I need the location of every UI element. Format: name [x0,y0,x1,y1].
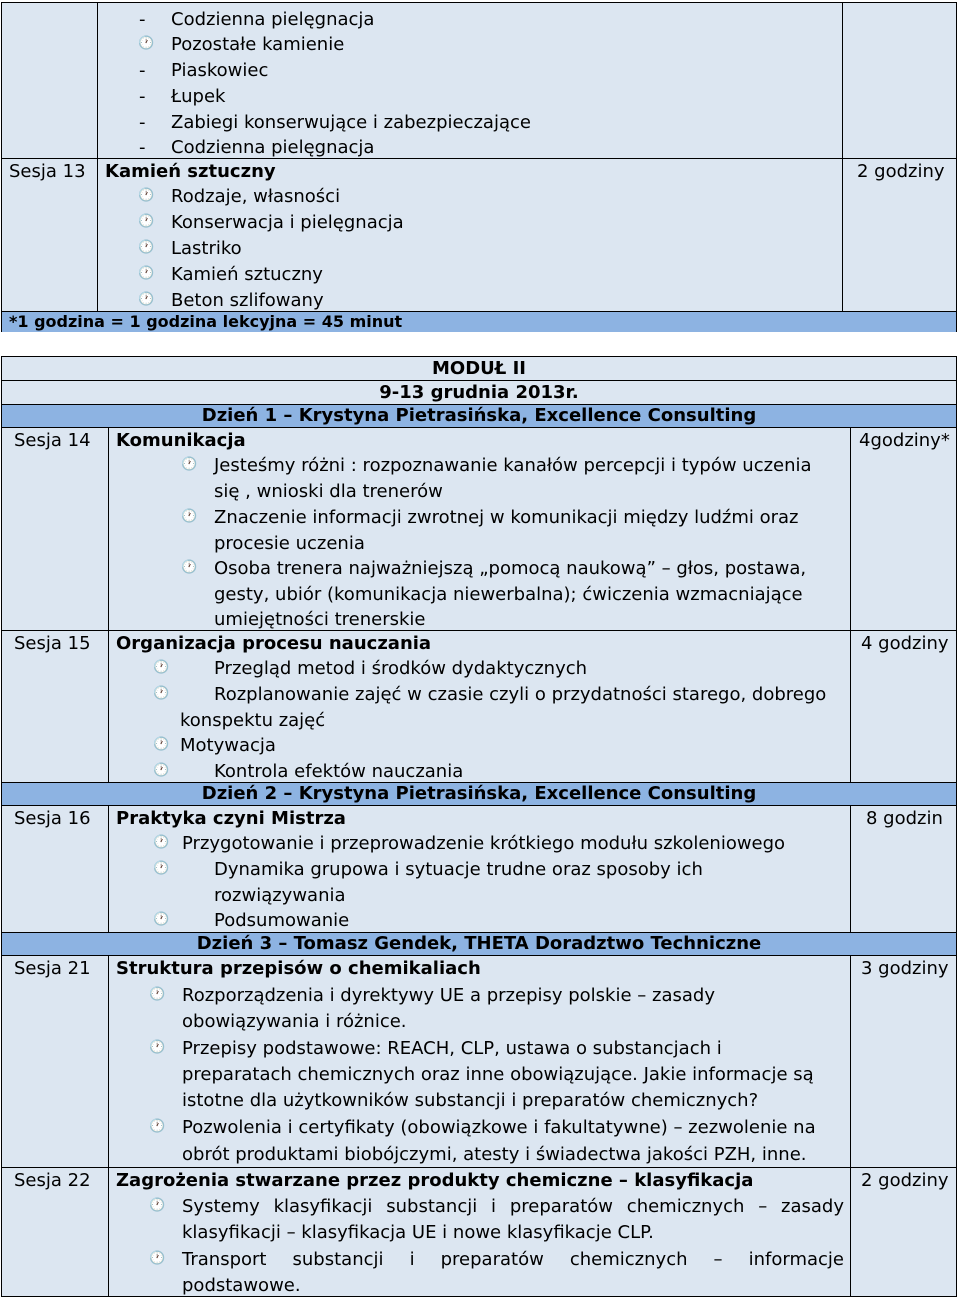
clock-icon: 🕐 [153,861,170,876]
session-label: Sesja 21 [14,958,91,979]
clock-icon: 🕐 [153,660,170,675]
session-title: Komunikacja [116,430,246,451]
clock-icon: 🕐 [138,188,155,203]
table-row: Sesja 13 Kamień sztuczny 🕐 Rodzaje, własności 🕐 Konserwacja i pielęgnacja 🕐 Lastriko 🕐 Kamień sztuczny 🕐 Beton szlifowany 2 godziny [2,158,956,311]
table-row [2,955,956,1167]
day-header: Dzień 3 – Tomasz Gendek, THETA Doradztwo Techniczne [2,932,956,955]
list-item: konspektu zajęć [180,710,326,731]
list-item: Dynamika grupowa i sytuacje trudne oraz sposoby ich [214,859,703,880]
table-row [2,805,956,932]
list-item: Przepisy podstawowe: REACH, CLP, ustawa o substancjach i [182,1038,722,1059]
table-row [2,630,956,782]
list-item: Rozplanowanie zajęć w czasie czyli o przydatności starego, dobrego [214,684,827,705]
list-item: Osoba trenera najważniejszą „pomocą naukową” – głos, postawa, [214,558,807,579]
list-item: obrót produktami biobójczymi, atesty i świadectwa jakości PZH, inne. [182,1144,807,1165]
list-item: preparatach chemicznych oraz inne obowiązujące. Jakie informacje są [182,1064,814,1085]
clock-icon: 🕐 [149,1251,166,1266]
list-item: Pozwolenia i certyfikaty (obowiązkowe i fakultatywne) – zezwolenie na [182,1117,816,1138]
list-item: Kontrola efektów nauczania [214,761,464,782]
clock-icon: 🕐 [153,686,170,701]
session-label: Sesja 13 [9,161,86,182]
day-header: Dzień 1 – Krystyna Pietrasińska, Excellence Consulting [2,404,956,427]
list-item: Jesteśmy różni : rozpoznawanie kanałów percepcji i typów uczenia [214,455,812,476]
session-hours: 2 godziny [857,161,945,182]
table-row [2,1167,956,1297]
clock-icon: 🕐 [153,835,170,850]
clock-icon: 🕐 [138,292,155,307]
clock-icon: 🕐 [153,737,170,752]
clock-icon: 🕐 [181,509,198,524]
module-title: MODUŁ II [2,357,956,380]
list-item: umiejętności trenerskie [214,609,426,630]
list-item: rozwiązywania [214,885,346,906]
clock-icon: 🕐 [181,560,198,575]
table-1 [1,2,957,332]
session-hours: 4 godziny [861,633,949,654]
list-item: procesie uczenia [214,533,365,554]
list-item: istotne dla użytkowników substancji i preparatów chemicznych? [182,1090,759,1111]
session-title: Organizacja procesu nauczania [116,633,432,654]
list-item: Znaczenie informacji zwrotnej w komunikacji między ludźmi oraz [214,507,799,528]
list-item: się , wnioski dla trenerów [214,481,443,502]
clock-icon: 🕐 [138,266,155,281]
list-item: Przygotowanie i przeprowadzenie krótkiego modułu szkoleniowego [182,833,786,854]
session-title: Zagrożenia stwarzane przez produkty chemiczne – klasyfikacja [116,1170,754,1191]
list-item: klasyfikacji – klasyfikacja UE i nowe klasyfikacje CLP. [182,1222,654,1243]
session-hours: 3 godziny [861,958,949,979]
table-row [2,427,956,630]
clock-icon: 🕐 [149,987,166,1002]
session-hours: 2 godziny [861,1170,949,1191]
session-hours: 8 godzin [866,808,943,829]
session-title: Struktura przepisów o chemikaliach [116,958,481,979]
session-title: Praktyka czyni Mistrza [116,808,346,829]
clock-icon: 🕐 [149,1119,166,1134]
list-item: Transport substancji i preparatów chemicznych – informacje [182,1249,844,1270]
session-label: Sesja 15 [14,633,91,654]
session-hours: 4godziny* [859,430,950,451]
clock-icon: 🕐 [149,1198,166,1213]
module-dates: 9-13 grudnia 2013r. [2,380,956,404]
table-2 [1,356,957,1297]
list-item: gesty, ubiór (komunikacja niewerbalna); ćwiczenia wzmacniające [214,584,803,605]
list-item: Systemy klasyfikacji substancji i preparatów chemicznych – zasady [182,1196,844,1217]
list-item: Motywacja [180,735,276,756]
list-item: obowiązywania i różnice. [182,1011,407,1032]
list-item: Rozporządzenia i dyrektywy UE a przepisy polskie – zasady [182,985,715,1006]
list-item: podstawowe. [182,1275,301,1296]
session-label: Sesja 14 [14,430,91,451]
clock-icon: 🕐 [153,763,170,778]
clock-icon: 🕐 [138,214,155,229]
list-item: Przegląd metod i środków dydaktycznych [214,658,588,679]
day-header: Dzień 2 – Krystyna Pietrasińska, Excellence Consulting [2,782,956,805]
session-title: Kamień sztuczny [105,161,276,182]
clock-icon: 🕐 [138,240,155,255]
footnote: *1 godzina = 1 godzina lekcyjna = 45 minut [2,311,956,332]
list-item: Podsumowanie [214,910,350,931]
clock-icon: 🕐 [149,1040,166,1055]
clock-icon: 🕐 [181,457,198,472]
clock-icon: 🕐 [138,36,155,51]
session-label: Sesja 22 [14,1170,91,1191]
session-label: Sesja 16 [14,808,91,829]
clock-icon: 🕐 [153,912,170,927]
table-row: - Codzienna pielęgnacja 🕐 Pozostałe kamienie - Piaskowiec - Łupek - Zabiegi konserwujące i zabezpieczające - Codzienna pielęgnacja [2,3,956,158]
